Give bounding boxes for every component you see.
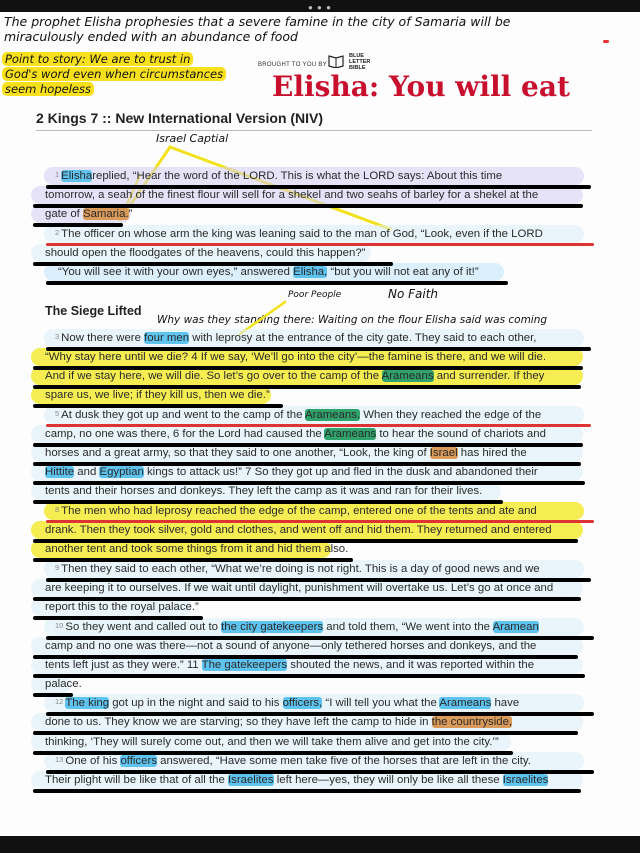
highlighted-word: Israel xyxy=(429,447,458,459)
verse-continuation xyxy=(45,247,365,259)
highlighted-word: Arameans xyxy=(381,370,434,382)
pen-underline xyxy=(46,520,594,523)
text-run: ORD xyxy=(249,170,275,182)
text-run: and xyxy=(74,466,100,478)
text-run: ORD xyxy=(517,228,543,240)
sticky-line: seem hopeless xyxy=(2,82,94,96)
more-icon[interactable]: ● ● ● xyxy=(308,3,332,12)
pen-underline xyxy=(46,243,594,246)
verse-number: 2 xyxy=(55,228,60,237)
verse-number: 3 xyxy=(55,332,60,341)
highlighted-word: Samaria. xyxy=(83,208,129,220)
text-run: kings to attack us!” xyxy=(143,466,246,478)
text-run: 11 xyxy=(186,659,199,671)
text-run: ” xyxy=(128,208,133,220)
highlighted-word: officers, xyxy=(282,697,323,709)
passage-title: 2 Kings 7 :: New International Version (NIV) xyxy=(36,110,324,126)
logo-line: BIBLE xyxy=(349,65,366,71)
text-run: tomorrow, a seah of the finest flour will sell for a shekel and two seahs of barley for a shekel at the xyxy=(45,189,539,201)
logo-line: LETTER xyxy=(349,59,371,65)
pen-underline xyxy=(33,443,583,447)
text-run: “I will tell you what the xyxy=(322,697,440,709)
text-run: If we say, ‘We’ll go into the city’—the famine is there, and we will die. xyxy=(197,351,547,363)
verse-line xyxy=(55,755,531,767)
highlighted-word: the city gatekeepers xyxy=(221,621,324,633)
pen-underline xyxy=(33,462,581,466)
text-run: One of his xyxy=(65,755,121,767)
text-run: “but you will not eat any of it!” xyxy=(327,266,479,278)
pen-underline xyxy=(46,578,591,582)
verse-continuation xyxy=(45,716,512,728)
text-run: drank. Then they took silver, gold and clothes, and went off and hid them. They returned and entered xyxy=(45,524,552,536)
note-line: The prophet Elisha prophesies that a severe famine in the city of Samaria will be xyxy=(4,14,511,29)
verse-line xyxy=(55,409,541,421)
text-run: reached the edge of the camp, entered one of the tents and ate and xyxy=(192,505,537,517)
text-run: At dusk they got up and went to the camp of the xyxy=(61,409,305,421)
logo-text xyxy=(349,53,370,71)
text-run: . This is what the L xyxy=(274,170,370,182)
highlighted-word: Arameans xyxy=(324,428,377,440)
highlighted-word: Israelites xyxy=(502,774,549,786)
text-run: 7 xyxy=(245,466,252,478)
highlighted-word: the countryside, xyxy=(431,716,513,728)
pen-underline xyxy=(33,481,585,485)
text-run: should open the floodgates of the heavens, could this happen?” xyxy=(45,247,366,259)
pen-underline xyxy=(33,616,203,620)
text-run: camp and no one was there—not a sound of anyone—only tethered horses and donkeys, and the xyxy=(45,640,537,652)
pen-underline xyxy=(33,597,581,601)
highlighted-word: Arameans xyxy=(439,697,492,709)
text-run: And if we stay here, we will die. So let’s go over to the camp of the xyxy=(45,370,382,382)
verse-continuation xyxy=(45,601,199,613)
pen-underline xyxy=(46,347,591,351)
pen-underline xyxy=(33,204,583,208)
verse-number: 10 xyxy=(55,621,64,630)
divider xyxy=(36,130,592,131)
text-run: tents and their horses and donkeys. They left the camp as it was and ran for their lives. xyxy=(45,485,483,497)
pen-underline xyxy=(33,731,578,735)
annotation-no-faith: No Faith xyxy=(388,287,439,301)
text-run: says: About this time xyxy=(394,170,503,182)
highlighted-word: The king xyxy=(65,697,110,709)
pen-underline xyxy=(33,385,581,389)
text-run: So they went and called out to xyxy=(65,621,222,633)
verse-line xyxy=(55,697,519,709)
verse-line xyxy=(55,621,539,633)
verse-number: 5 xyxy=(55,409,60,418)
text-run: “You will see it with your own eyes,” answered xyxy=(58,266,294,278)
annotation-why-there: Why was they standing there: Waiting on the flour Elisha said was coming xyxy=(157,314,548,326)
text-run: Then they said to each other, “What we’re doing is not right. This is a day of good news and we xyxy=(61,563,540,575)
logo-line: BLUE xyxy=(349,53,364,59)
pen-underline xyxy=(46,770,594,774)
verse-continuation xyxy=(45,659,534,671)
text-run: for the Lord had caused the xyxy=(179,428,325,440)
text-run: spare us, we live; if they kill us, then we die.” xyxy=(45,389,270,401)
sticky-line: God's word even when circumstances xyxy=(2,67,226,81)
text-run: report this to the royal palace.” xyxy=(45,601,199,613)
pen-underline xyxy=(46,712,594,716)
pen-underline xyxy=(33,558,353,562)
verse-continuation xyxy=(45,189,538,201)
text-run: have xyxy=(491,697,520,709)
pen-underline xyxy=(33,674,585,678)
pen-underline xyxy=(33,223,123,227)
highlighted-word: Aramean xyxy=(492,621,539,633)
sticky-note xyxy=(2,52,247,97)
verse-continuation xyxy=(45,428,546,440)
verse-continuation xyxy=(45,678,82,690)
bottom-bar xyxy=(0,836,640,853)
text-run: and told them, “We went into the xyxy=(323,621,493,633)
pen-underline xyxy=(33,655,578,659)
verse-number: 12 xyxy=(55,697,64,706)
text-run: with leprosy at the entrance of the city gate. They said to each other, xyxy=(189,332,537,344)
text-run: 4 xyxy=(191,351,198,363)
text-run: When they reached the edge of the xyxy=(360,409,542,421)
verse-continuation xyxy=(45,774,548,786)
highlighted-word: Elisha xyxy=(61,170,93,182)
pen-underline xyxy=(46,424,591,427)
headline: Elisha: You will eat xyxy=(272,70,570,103)
text-run: 6 xyxy=(172,428,180,440)
text-run: The officer on whose arm the king was leaning said to the man of God, “Look, even if the L xyxy=(61,228,518,240)
verse-continuation xyxy=(45,640,536,652)
text-run: to hear the sound of chariots and xyxy=(376,428,546,440)
red-mark xyxy=(603,40,609,43)
text-run: and surrender. If they xyxy=(433,370,545,382)
verse-continuation xyxy=(45,736,499,748)
highlighted-word: Hittite xyxy=(45,466,75,478)
verse-number: 1 xyxy=(55,170,60,179)
verse-line xyxy=(55,332,536,344)
highlighted-word: four men xyxy=(144,332,190,344)
annotation-israel-capital: Israel Captial xyxy=(156,132,229,145)
verse-continuation xyxy=(45,351,546,363)
text-run: horses and a great army, so that they said to one another, “Look, the king of xyxy=(45,447,430,459)
text-run: has hired the xyxy=(457,447,527,459)
pen-underline xyxy=(46,281,508,285)
pen-underline xyxy=(46,185,591,189)
pen-underline xyxy=(33,500,503,504)
highlighted-word: Arameans. xyxy=(304,409,361,421)
note-line: miraculously ended with an abundance of food xyxy=(4,29,298,44)
pen-underline xyxy=(33,404,283,408)
verse-line xyxy=(55,505,537,517)
sticky-line: Point to story: We are to trust in xyxy=(2,52,193,66)
verse-number: 9 xyxy=(55,563,60,572)
verse-continuation xyxy=(45,447,527,459)
pen-underline xyxy=(33,262,393,266)
text-run: So they got up and fled in the dusk and abandoned their xyxy=(251,466,538,478)
annotation-poor-people: Poor People xyxy=(288,290,342,300)
text-run: ORD xyxy=(369,170,395,182)
text-run: tents left just as they were.” xyxy=(45,659,187,671)
highlighted-word: officers xyxy=(120,755,157,767)
text-run: answered, “Have some men take five of the horses that are left in the city. xyxy=(156,755,531,767)
highlighted-word: Elisha, xyxy=(293,266,328,278)
text-run: another tent and took some things from it and hid them also. xyxy=(45,543,349,555)
pen-underline xyxy=(46,636,594,640)
text-run: Their plight will be like that of all the xyxy=(45,774,228,786)
text-run: are keeping it to ourselves. If we wait until daylight, punishment will overtake us. Let’s go at once and xyxy=(45,582,554,594)
verse-number: 8 xyxy=(55,505,60,514)
pen-underline xyxy=(33,789,581,793)
highlighted-word: Egyptian xyxy=(99,466,144,478)
section-heading: The Siege Lifted xyxy=(45,304,142,318)
text-run: “Why stay here until we die? xyxy=(45,351,192,363)
text-run: thinking, ‘They will surely come out, and then we will take them alive and get into the city.’” xyxy=(45,736,499,748)
verse-line xyxy=(55,228,543,240)
verse-continuation xyxy=(45,370,544,382)
highlighted-word: Israelites xyxy=(227,774,274,786)
verse-line xyxy=(55,563,540,575)
text-run: gate of xyxy=(45,208,83,220)
verse-continuation xyxy=(45,208,132,220)
status-bar xyxy=(0,0,640,12)
pen-underline xyxy=(33,539,578,543)
text-run: left here—yes, they will only be like all these xyxy=(273,774,503,786)
text-run: got up in the night and said to his xyxy=(109,697,283,709)
text-run: Now there were xyxy=(61,332,145,344)
pen-underline xyxy=(33,693,73,697)
text-run: The men who had leprosy xyxy=(61,505,193,517)
pen-underline xyxy=(33,751,513,755)
highlighted-word: The gatekeepers xyxy=(201,659,288,671)
text-run: camp, no one was there, xyxy=(45,428,173,440)
verse-continuation xyxy=(45,485,482,497)
text-run: replied, “Hear the word of the L xyxy=(92,170,250,182)
verse-continuation xyxy=(45,543,348,555)
verse-line xyxy=(55,170,502,182)
verse-number: 13 xyxy=(55,755,64,764)
verse-continuation xyxy=(45,524,552,536)
verse-continuation xyxy=(45,582,553,594)
brought-by-label: BROUGHT TO YOU BY xyxy=(258,62,328,68)
book-logo-icon xyxy=(328,54,344,68)
text-run: palace. xyxy=(45,678,82,690)
verse-continuation xyxy=(58,266,479,278)
text-run: shouted the news, and it was reported within the xyxy=(287,659,535,671)
verse-continuation xyxy=(45,466,538,478)
verse-continuation xyxy=(45,389,270,401)
handwritten-note-top xyxy=(4,14,511,44)
pen-underline xyxy=(33,366,583,370)
text-run: done to us. They know we are starving; so they have left the camp to hide in xyxy=(45,716,432,728)
